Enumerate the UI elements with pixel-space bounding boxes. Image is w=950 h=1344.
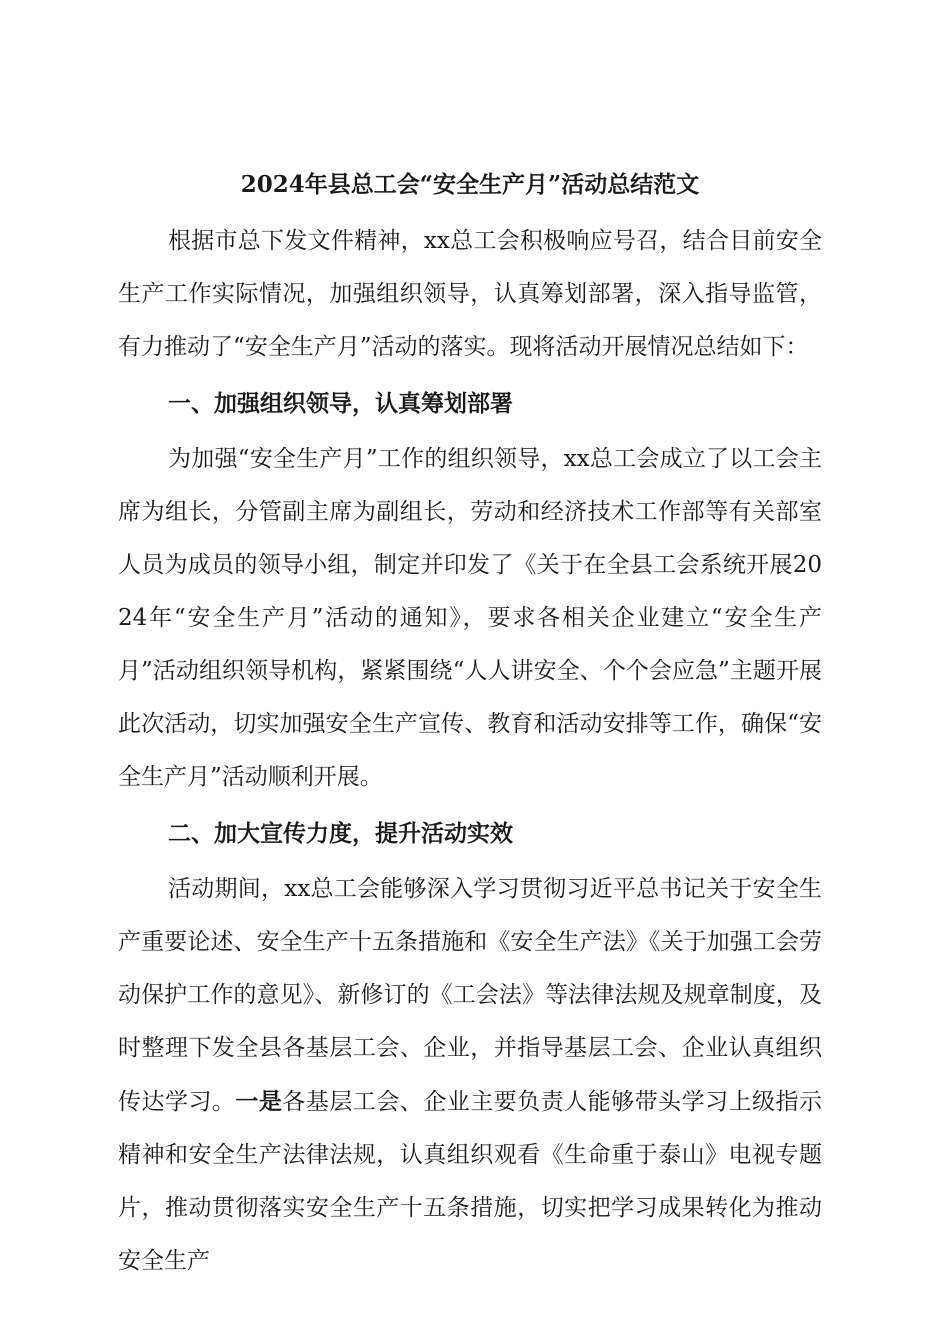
section-1-paragraph: 为加强“安全生产月”工作的组织领导，xx总工会成立了以工会主席为组长，分管副主席为副组长，劳动和经济技术工作部等有关部室人员为成员的领导小组，制定并印发了《关于在全县工会系统开展2024年“安全生产月”活动的通知》，要求各相关企业建立“安全生产月”活动组织领导机构，紧紧围绕“人人讲安全、个个会应急”主题开展此次活动，切实加强安全生产宣传、教育和活动安排等工作，确保“安全生产月”活动顺利开展。 [118,446,822,790]
section-2-emphasis: 一是 [235,1088,283,1115]
section-2-text-part2: 各基层工会、企业主要负责人能够带头学习上级指示精神和安全生产法律法规，认真组织观看《生命重于泰山》电视专题片，推动贯彻落实安全生产十五条措施，切实把学习成果转化为推动安全生产 [118,1089,823,1274]
document-body [118,160,822,1288]
section-2-text-part1: 活动期间，xx总工会能够深入学习贯彻习近平总书记关于安全生产重要论述、安全生产十五条措施和《安全生产法》《关于加强工会劳动保护工作的意见》、新修订的《工会法》等法律法规及规章制度，及时整理下发全县各基层工会、企业，并指导基层工会、企业认真组织传达学习。 [118,876,822,1115]
section-1-heading: 一、加强组织领导，认真筹划部署 [168,390,513,417]
document-title: 2024年县总工会“安全生产月”活动总结范文 [240,171,700,198]
section-2-heading: 二、加大宣传力度，提升活动实效 [168,820,513,847]
section-2-paragraph [118,863,822,1288]
intro-paragraph: 根据市总下发文件精神，xx总工会积极响应号召，结合目前安全生产工作实际情况，加强组织领导，认真筹划部署，深入指导监管，有力推动了“安全生产月”活动的落实。现将活动开展情况总结如下： [118,228,822,360]
